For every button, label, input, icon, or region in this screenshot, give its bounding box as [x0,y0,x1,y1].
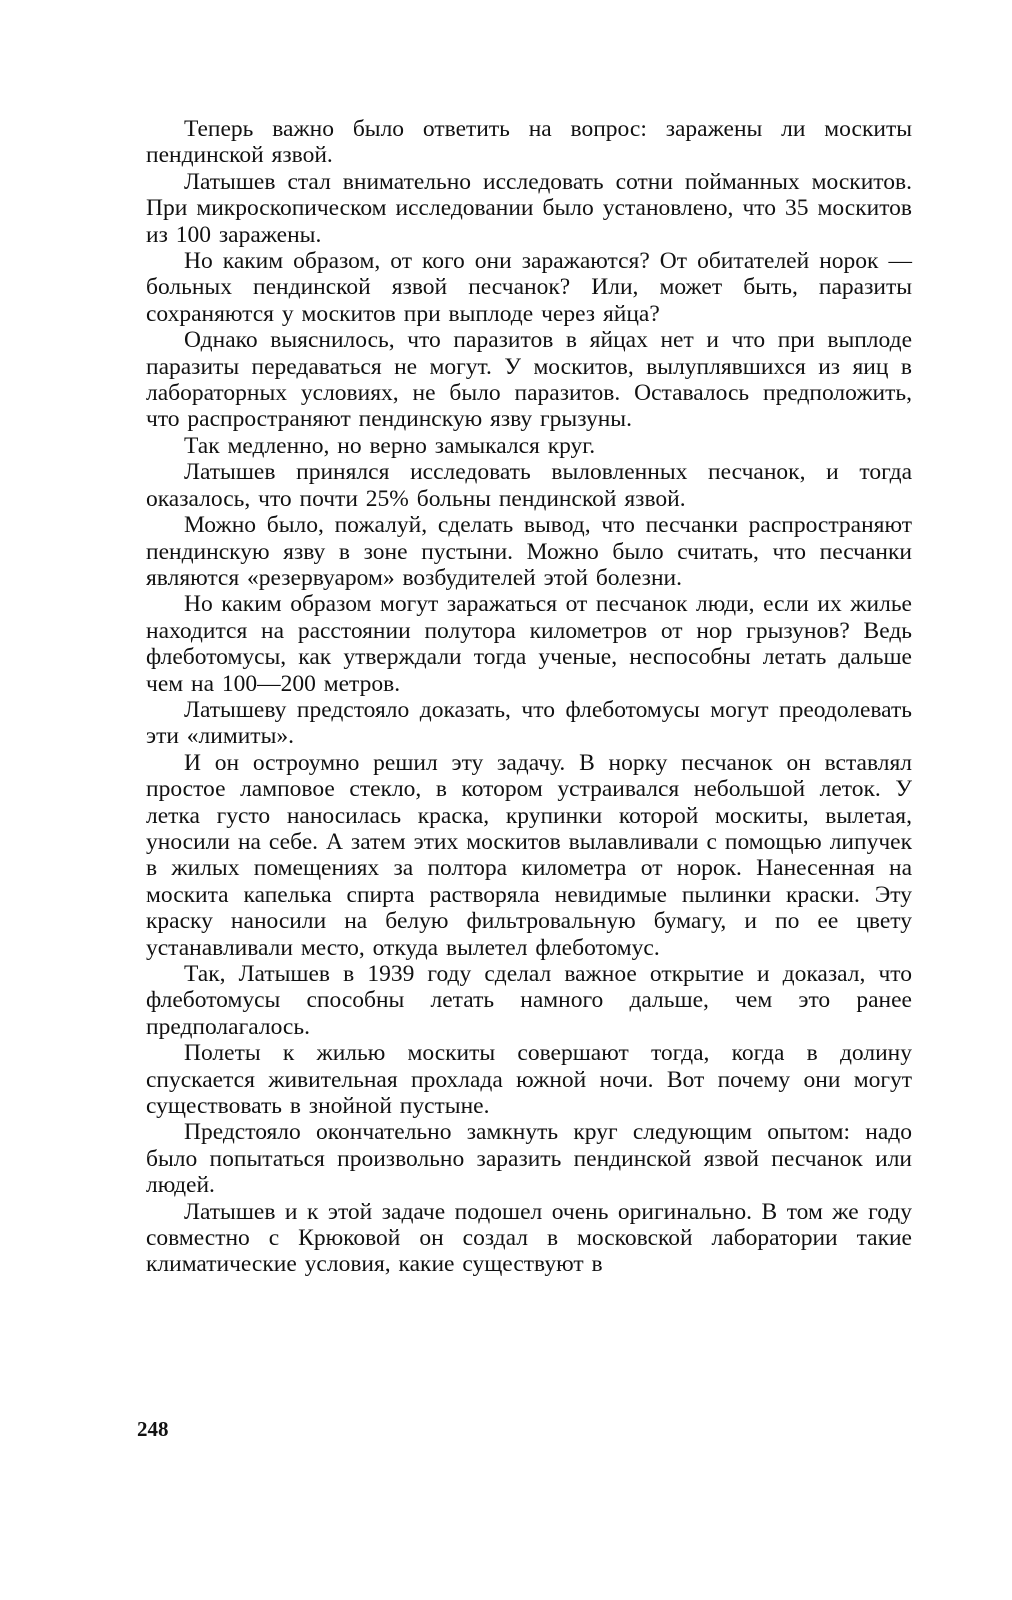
paragraph-6: Латышев принялся исследовать выловленных песчанок, и тогда оказалось, что почти 25% больны пендинской язвой. [146,459,912,512]
page-number: 248 [137,1417,169,1441]
paragraph-1: Теперь важно было ответить на вопрос: заражены ли москиты пендинской язвой. [146,116,912,169]
paragraph-12: Полеты к жилью москиты совершают тогда, когда в долину спускается живительная прохлада южной ночи. Вот почему они могут существовать в знойной пустыне. [146,1040,912,1120]
paragraph-10: И он остроумно решил эту задачу. В норку песчанок он вставлял простое ламповое стекло, в котором устраивался небольшой леток. У летка густо наносилась краска, крупинки которой москиты, вылетая, уносили на себе. А затем этих москитов вылавливали с помощью липучек в жилых помещениях за полтора километра от норок. Нанесенная на москита капелька спирта растворяла невидимые пылинки краски. Эту краску наносили на белую фильтровальную бумагу, и по ее цвету устанавливали место, откуда вылетел флеботомус. [146,749,912,961]
paragraph-5: Так медленно, но верно замыкался круг. [184,432,596,459]
paragraph-11: Так, Латышев в 1939 году сделал важное открытие и доказал, что флеботомусы способны летать намного дальше, чем это ранее предполагалось. [146,961,912,1040]
paragraph-2: Латышев стал внимательно исследовать сотни пойманных москитов. При микроскопическом исследовании было установлено, что 35 москитов из 100 заражены. [146,168,912,248]
paragraph-13: Предстояло окончательно замкнуть круг следующим опытом: надо было попытаться произвольно заразить пендинской язвой песчанок или людей. [146,1119,912,1199]
paragraph-4: Однако выяснилось, что паразитов в яйцах нет и что при выплоде паразиты передаваться не могут. У москитов, вылуплявшихся из яиц в лабораторных условиях, не было паразитов. Оставалось предположить, что распространяют пендинскую язву грызуны. [146,327,912,433]
body-text [146,116,912,1278]
paragraph-9: Латышеву предстояло доказать, что флеботомусы могут преодолевать эти «лимиты». [146,696,912,750]
paragraph-14: Латышев и к этой задаче подошел очень оригинально. В том же году совместно с Крюковой он создал в московской лаборатории такие климатические условия, какие существуют в [146,1198,912,1278]
paragraph-8: Но каким образом могут заражаться от песчанок люди, если их жилье находится на расстоянии полутора километров от нор грызунов? Ведь флеботомусы, как утверждали тогда ученые, неспособны летать дальше чем на 100—200 метров. [146,591,912,697]
paragraph-3: Но каким образом, от кого они заражаются? От обитателей норок — больных пендинской язвой песчанок? Или, может быть, паразиты сохраняются у москитов при выплоде через яйца? [146,248,912,327]
paragraph-7: Можно было, пожалуй, сделать вывод, что песчанки распространяют пендинскую язву в зоне пустыни. Можно было считать, что песчанки являются «резервуаром» возбудителей этой болезни. [146,512,912,591]
